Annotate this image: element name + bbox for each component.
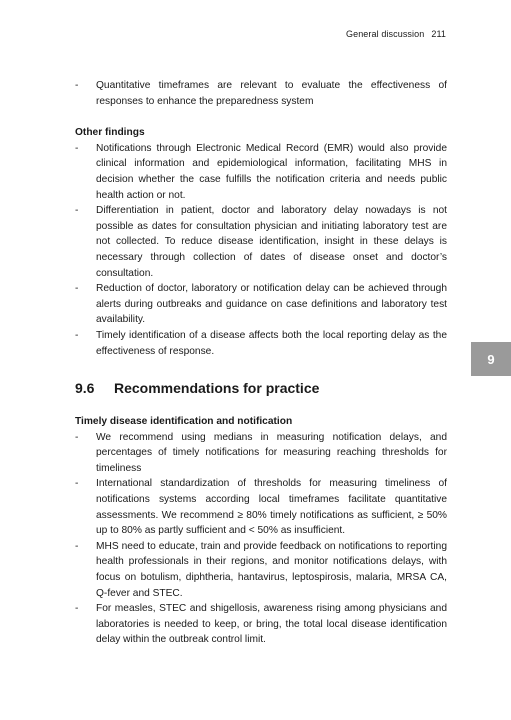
list-item-text: International standardization of thresholds for measuring timeliness of notifications systems according local timeframes facilitate quantitative assessments. We recommend ≥ 80% timely notifications as sufficient, ≥ 50% up to 80% as partly sufficient and < 50% as insufficient. [96, 478, 447, 537]
intro-bullet-list [75, 78, 447, 109]
dash-bullet-icon: - [75, 431, 79, 443]
list-item [75, 476, 447, 538]
section-number: 9.6 [75, 380, 95, 397]
list-item-text: Notifications through Electronic Medical Record (EMR) would also provide clinical information and epidemiological information, facilitating MHS in decision whether the case fulfills the notification criteria and needs public health action or not. [96, 142, 447, 201]
dash-bullet-icon: - [75, 205, 79, 217]
section-title: Recommendations for practice [114, 380, 320, 397]
list-item [75, 539, 447, 601]
dash-bullet-icon: - [75, 283, 79, 295]
running-header [346, 29, 446, 39]
list-item-text: Differentiation in patient, doctor and laboratory delay nowadays is not possible as dates for consultation physician and initiating laboratory test are not collected. To reduce disease identification, insight in these delays is necessary through collection of dates of disease onset and doctor’s consultation. [96, 205, 447, 279]
running-title: General discussion [346, 29, 425, 39]
list-item [75, 141, 447, 203]
page-body [75, 78, 447, 648]
list-item-text: For measles, STEC and shigellosis, awareness rising among physicians and laboratories is needed to keep, or bring, the total local disease identification delay within the outbreak control limit. [96, 603, 447, 646]
list-item [75, 78, 447, 109]
list-item [75, 601, 447, 648]
dash-bullet-icon: - [75, 478, 79, 490]
list-item-text: MHS need to educate, train and provide feedback on notifications to reporting health professionals in their regions, and monitor notifications delays, with focus on botulism, diphtheria, hantavirus, leptospirosis, malaria, MRSA CA, Q-fever and STEC. [96, 540, 447, 599]
subheading-timely-identification: Timely disease identification and notification [75, 416, 293, 428]
section-heading [75, 379, 447, 397]
dash-bullet-icon: - [75, 329, 79, 341]
recommendations-list [75, 430, 447, 648]
list-item-text: Timely identification of a disease affects both the local reporting delay as the effectiveness of response. [96, 329, 447, 357]
list-item [75, 281, 447, 328]
dash-bullet-icon: - [75, 603, 79, 615]
list-item [75, 203, 447, 281]
list-item-text: Quantitative timeframes are relevant to evaluate the effectiveness of responses to enhance the preparedness system [96, 80, 447, 107]
list-item-text: We recommend using medians in measuring notification delays, and percentages of timely notifications for measuring reaching thresholds for timeliness [96, 431, 447, 474]
dash-bullet-icon: - [75, 540, 79, 552]
list-item [75, 430, 447, 477]
chapter-tab: 9 [471, 342, 511, 376]
dash-bullet-icon: - [75, 142, 79, 154]
subheading-other-findings: Other findings [75, 127, 145, 139]
list-item [75, 328, 447, 359]
other-findings-list [75, 141, 447, 359]
page-number: 211 [431, 29, 446, 39]
dash-bullet-icon: - [75, 80, 79, 91]
list-item-text: Reduction of doctor, laboratory or notification delay can be achieved through alerts during outbreaks and guidance on case definitions and laboratory test availability. [96, 283, 447, 326]
